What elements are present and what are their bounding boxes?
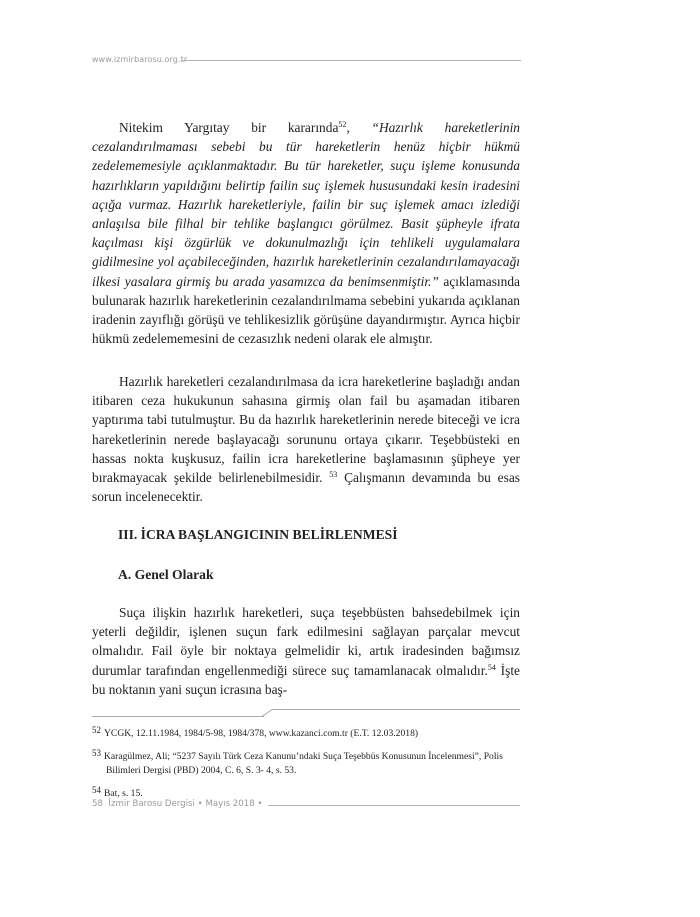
footnote-ref-53[interactable]: 53 — [329, 470, 338, 480]
footnote-ref-54[interactable]: 54 — [487, 662, 496, 672]
paragraph-2-tail: Çalışmanın devamında bu esas sorun incelenecektir. — [92, 470, 520, 505]
paragraph-2 — [92, 372, 520, 506]
footnote-number: 53 — [92, 748, 101, 758]
page-number: 58 — [92, 799, 103, 809]
paragraph-3 — [92, 603, 520, 699]
paragraph-1 — [92, 118, 520, 348]
section-heading: III. İCRA BAŞLANGICININ BELİRLENMESİ — [118, 527, 398, 542]
paragraph-3-text: Suça ilişkin hazırlık hareketleri, suça teşebbüsten bahsedebilmek için yeterli değildir, işlenen suçun fark edilmesini sağlayan parçalar mevcut olmalıdır. Fail öyle bir noktaya gelmelidir ki, artık iradesinden bağımsız durumlar tarafından engellenmediği sürece suç tamamlanacak olmalıdır. — [92, 605, 520, 678]
header-rule — [181, 60, 521, 61]
footer-rule — [268, 805, 520, 806]
footnote-text: YCGK, 12.11.1984, 1984/5-98, 1984/378, www.kazanci.com.tr (E.T. 12.03.2018) — [104, 728, 419, 739]
paragraph-1-tail: açıklamasında bulunarak hazırlık hareketlerinin cezalandırılmama sebebini yukarıda açıklanan iradenin zayıflığı görüşü ve tehlikesizlik görüşüne dayandırmıştır. Ayrıca hiçbir hükmü zedelememesini de cezasızlık nedeni olarak ele almıştır. — [92, 273, 520, 347]
footer-separator: • — [257, 799, 263, 809]
issue-date: Mayıs 2018 — [205, 799, 255, 809]
footnote-text: Karagülmez, Ali; “5237 Sayılı Türk Ceza Kanunu’ndaki Suça Teşebbüs Konusunun İncelenmesi”, Polis — [104, 751, 503, 762]
header-url[interactable]: www.izmirbarosu.org.tr — [92, 55, 188, 64]
paragraph-1-lead: Nitekim Yargıtay bir kararında — [119, 120, 339, 135]
subsection-heading: A. Genel Olarak — [118, 567, 214, 582]
footnote-text: Bat, s. 15. — [104, 788, 143, 799]
paragraph-2-text: Hazırlık hareketleri cezalandırılmasa da icra hareketlerine başladığı andan itibaren ceza hukukunun sahasına girmiş olan fail bu aşamadan itibaren yaptırıma tabi tutulmuştur. Bu da hazırlık hareketlerinin nerede biteceği ve icra hareketlerinin nerede başlayacağı sorununu ortaya çıkarır. Teşebbüsteki en hassas nokta kuşkusuz, failin icra hareketlerine başlamasının şüpheye yer bırakmayacak şekilde belirlenebilmesidir. — [92, 374, 520, 486]
paragraph-1-quote: , “Hazırlık hareketlerinin cezalandırılmaması sebebi bu tür hareketlerin henüz hiçbir hükmü zedelememesiyle açıklanmaktadır. Bu tür hareketler, suçu işleme konusunda hazırlıkların yapıldığını belirtip failin suç işlemek hususundaki kesin iradesini açığa vurmaz. Hazırlık hareketleriyle, failin bir suç işlemek amacı izlediği anlaşılsa bile filhal bir tehlike başlangıcı görülmez. Basit şüpheyle ifrata kaçılması kişi özgürlük ve dokunulmazlığı için tehlikeli uygulamalara gidilmesine yol açabileceğinden, hazırlık hareketlerinin cezalandırılamayacağı ilkesi yasalara girmiş bu arada yasamızca da benimsenmiştir.” — [92, 120, 520, 289]
footnote-rule-upper — [272, 709, 520, 710]
footnote-number: 52 — [92, 725, 101, 735]
footnote-rule — [92, 716, 264, 717]
footnote-rule-bend — [262, 709, 274, 717]
footnote-text-continued: Bilimleri Dergisi (PBD) 2004, C. 6, S. 3- 4, s. 53. — [106, 765, 297, 776]
footnote-53 — [92, 746, 520, 778]
footer-separator: • — [197, 799, 203, 809]
paragraph-3-tail: İşte bu noktanın yani suçun icrasına baş- — [92, 662, 521, 697]
footnote-number: 54 — [92, 785, 101, 795]
footnote-52 — [92, 723, 520, 741]
page-footer — [92, 799, 262, 809]
footnote-ref-52[interactable]: 52 — [338, 120, 347, 129]
journal-name: İzmir Barosu Dergisi — [108, 799, 195, 809]
